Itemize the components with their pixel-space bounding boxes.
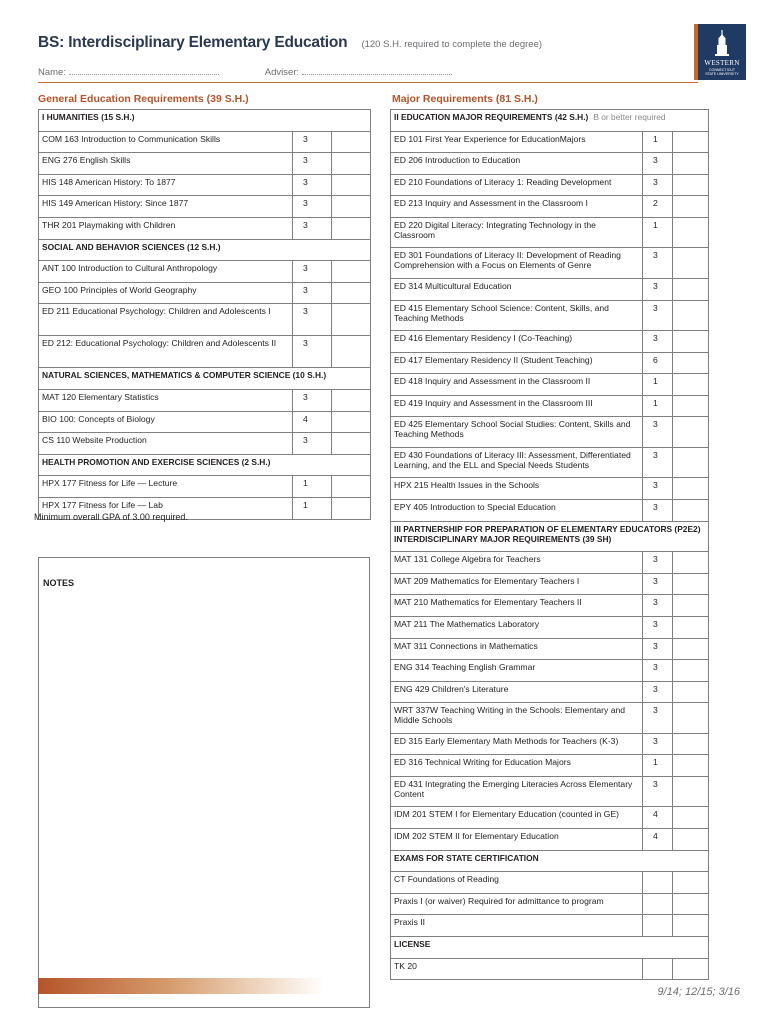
course-row [39, 411, 371, 433]
course-name: ED 101 First Year Experience for EducationMajors [391, 131, 643, 153]
course-name: ENG 314 Teaching English Grammar [391, 660, 643, 682]
grade-cell[interactable] [673, 153, 709, 175]
logo-wordmark: WESTERN [704, 59, 740, 67]
section-header [39, 454, 371, 476]
course-name: ED 418 Inquiry and Assessment in the Classroom II [391, 374, 643, 396]
grade-cell[interactable] [332, 433, 371, 455]
grade-cell[interactable] [332, 476, 371, 498]
credit-hours: 1 [643, 755, 673, 777]
grade-cell[interactable] [332, 174, 371, 196]
credit-hours: 3 [643, 552, 673, 574]
grade-cell[interactable] [332, 497, 371, 519]
course-row [39, 304, 371, 336]
credit-note: (120 S.H. required to complete the degree) [361, 39, 543, 50]
course-row [391, 958, 709, 980]
notes-box[interactable] [38, 557, 370, 1008]
credit-hours: 1 [643, 131, 673, 153]
course-row [39, 389, 371, 411]
course-row [39, 196, 371, 218]
course-name: ED 213 Inquiry and Assessment in the Classroom I [391, 196, 643, 218]
section-header-label: I HUMANITIES (15 S.H.) [39, 110, 371, 132]
course-row [391, 447, 709, 478]
name-label: Name: [38, 67, 66, 78]
course-name: ED 314 Multicultural Education [391, 278, 643, 300]
grade-cell[interactable] [673, 374, 709, 396]
grade-cell[interactable] [673, 915, 709, 937]
grade-cell[interactable] [673, 681, 709, 703]
course-name: HIS 149 American History: Since 1877 [39, 196, 293, 218]
course-row [391, 131, 709, 153]
grade-cell[interactable] [673, 755, 709, 777]
grade-cell[interactable] [673, 447, 709, 478]
grade-cell[interactable] [673, 217, 709, 248]
section-header-label: LICENSE [391, 937, 709, 959]
section-header-label: EXAMS FOR STATE CERTIFICATION [391, 850, 709, 872]
section-header-label: SOCIAL AND BEHAVIOR SCIENCES (12 S.H.) [39, 239, 371, 261]
section-header-label: HEALTH PROMOTION AND EXERCISE SCIENCES (2 S.H.) [39, 454, 371, 476]
course-row [391, 417, 709, 448]
credit-hours: 6 [643, 352, 673, 374]
section-header [391, 850, 709, 872]
credit-hours: 1 [643, 217, 673, 248]
grade-cell[interactable] [673, 174, 709, 196]
header-rule [38, 82, 698, 83]
credit-hours: 3 [643, 278, 673, 300]
course-row [391, 776, 709, 807]
course-name: Praxis I (or waiver) Required for admittance to program [391, 893, 643, 915]
course-name: MAT 211 The Mathematics Laboratory [391, 616, 643, 638]
grade-cell[interactable] [673, 500, 709, 522]
course-name: HIS 148 American History: To 1877 [39, 174, 293, 196]
name-field[interactable] [69, 66, 219, 75]
grade-cell[interactable] [673, 300, 709, 331]
grade-cell[interactable] [673, 352, 709, 374]
credit-hours: 3 [293, 131, 332, 153]
credit-hours: 4 [643, 807, 673, 829]
course-name: COM 163 Introduction to Communication Skills [39, 131, 293, 153]
course-name: EPY 405 Introduction to Special Education [391, 500, 643, 522]
course-row [391, 681, 709, 703]
grade-cell[interactable] [673, 331, 709, 353]
major-title: Major Requirements (81 S.H.) [392, 93, 538, 105]
credit-hours: 3 [643, 638, 673, 660]
credit-hours: 3 [293, 433, 332, 455]
credit-hours: 3 [643, 300, 673, 331]
section-header [39, 110, 371, 132]
revision-date: 9/14; 12/15; 3/16 [657, 986, 740, 998]
grade-cell[interactable] [673, 395, 709, 417]
credit-hours: 3 [643, 681, 673, 703]
course-row [391, 915, 709, 937]
course-name: ED 210 Foundations of Literacy 1: Reading Development [391, 174, 643, 196]
course-row [39, 336, 371, 368]
course-row [39, 217, 371, 239]
credit-hours: 3 [293, 304, 332, 336]
course-name: GEO 100 Principles of World Geography [39, 282, 293, 304]
grade-cell[interactable] [673, 958, 709, 980]
course-name: ED 419 Inquiry and Assessment in the Classroom III [391, 395, 643, 417]
grade-cell[interactable] [332, 411, 371, 433]
section-header-label: II EDUCATION MAJOR REQUIREMENTS (42 S.H.) B or better required [391, 110, 709, 132]
footer-bar [38, 978, 324, 994]
gpa-note: Minimum overall GPA of 3.00 required. [34, 512, 188, 522]
course-name: Praxis II [391, 915, 643, 937]
credit-hours: 3 [643, 616, 673, 638]
grade-cell[interactable] [673, 248, 709, 279]
adviser-field[interactable] [302, 66, 452, 75]
course-name: MAT 311 Connections in Mathematics [391, 638, 643, 660]
credit-hours [643, 893, 673, 915]
course-row [391, 595, 709, 617]
grade-cell[interactable] [332, 304, 371, 336]
course-name: ED 415 Elementary School Science: Content, Skills, and Teaching Methods [391, 300, 643, 331]
course-name: ED 416 Elementary Residency I (Co-Teaching) [391, 331, 643, 353]
course-name: MAT 210 Mathematics for Elementary Teachers II [391, 595, 643, 617]
course-row [391, 352, 709, 374]
course-row [391, 217, 709, 248]
grade-cell[interactable] [673, 552, 709, 574]
credit-hours: 3 [293, 261, 332, 283]
adviser-label: Adviser: [264, 67, 300, 78]
course-row [391, 395, 709, 417]
credit-hours: 2 [643, 196, 673, 218]
course-row [391, 660, 709, 682]
section-header [391, 110, 709, 132]
section-header [39, 239, 371, 261]
credit-hours [643, 872, 673, 894]
course-name: CS 110 Website Production [39, 433, 293, 455]
credit-hours: 3 [643, 595, 673, 617]
grade-cell[interactable] [673, 872, 709, 894]
grade-cell[interactable] [673, 417, 709, 448]
course-name: ED 425 Elementary School Social Studies: Content, Skills and Teaching Methods [391, 417, 643, 448]
course-name: MAT 120 Elementary Statistics [39, 389, 293, 411]
course-name: IDM 201 STEM I for Elementary Education (counted in GE) [391, 807, 643, 829]
credit-hours: 3 [643, 153, 673, 175]
tower-icon [714, 30, 730, 56]
name-adviser-line [38, 66, 452, 78]
credit-hours: 3 [643, 573, 673, 595]
credit-hours: 3 [643, 248, 673, 279]
credit-hours: 3 [643, 733, 673, 755]
grade-cell[interactable] [332, 389, 371, 411]
grade-cell[interactable] [673, 807, 709, 829]
course-name: ED 431 Integrating the Emerging Literacies Across Elementary Content [391, 776, 643, 807]
course-row [391, 300, 709, 331]
course-name: HPX 215 Health Issues in the Schools [391, 478, 643, 500]
credit-hours: 3 [293, 174, 332, 196]
course-name: ANT 100 Introduction to Cultural Anthropology [39, 261, 293, 283]
grade-cell[interactable] [332, 336, 371, 368]
course-row [391, 573, 709, 595]
grade-cell[interactable] [673, 733, 709, 755]
credit-hours: 4 [643, 829, 673, 851]
course-name: HPX 177 Fitness for Life — Lecture [39, 476, 293, 498]
course-row [39, 282, 371, 304]
credit-hours: 3 [293, 336, 332, 368]
grade-cell[interactable] [673, 660, 709, 682]
course-name: CT Foundations of Reading [391, 872, 643, 894]
credit-hours: 3 [643, 478, 673, 500]
course-row [391, 500, 709, 522]
course-row [391, 703, 709, 734]
credit-hours [643, 915, 673, 937]
course-name: ED 315 Early Elementary Math Methods for Teachers (K-3) [391, 733, 643, 755]
course-name: ED 211 Educational Psychology: Children and Adolescents I [39, 304, 293, 336]
course-name: IDM 202 STEM II for Elementary Education [391, 829, 643, 851]
section-header-label: NATURAL SCIENCES, MATHEMATICS & COMPUTER SCIENCE (10 S.H.) [39, 368, 371, 390]
course-row [39, 433, 371, 455]
section-header [39, 368, 371, 390]
logo-subtitle: CONNECTICUT STATE UNIVERSITY [705, 68, 739, 77]
course-row [391, 733, 709, 755]
grade-cell[interactable] [673, 638, 709, 660]
credit-hours: 3 [643, 776, 673, 807]
course-name: TK 20 [391, 958, 643, 980]
grade-cell[interactable] [673, 595, 709, 617]
course-row [391, 616, 709, 638]
credit-hours: 3 [643, 447, 673, 478]
credit-hours: 3 [293, 389, 332, 411]
course-row [39, 261, 371, 283]
grade-cell[interactable] [673, 703, 709, 734]
course-row [391, 829, 709, 851]
grade-cell[interactable] [332, 131, 371, 153]
course-row [391, 552, 709, 574]
course-row [391, 248, 709, 279]
course-row [391, 153, 709, 175]
grade-cell[interactable] [673, 478, 709, 500]
grade-cell[interactable] [332, 153, 371, 175]
credit-hours: 1 [293, 497, 332, 519]
grade-cell[interactable] [673, 573, 709, 595]
course-row [391, 638, 709, 660]
section-header [391, 521, 709, 552]
course-name: ENG 276 English Skills [39, 153, 293, 175]
grade-cell[interactable] [673, 278, 709, 300]
gen-ed-table [38, 109, 371, 520]
grade-cell[interactable] [332, 282, 371, 304]
course-row [39, 174, 371, 196]
course-row [391, 807, 709, 829]
course-row [391, 374, 709, 396]
course-row [39, 131, 371, 153]
course-row [391, 755, 709, 777]
grade-cell[interactable] [332, 261, 371, 283]
course-row [391, 196, 709, 218]
credit-hours: 3 [643, 703, 673, 734]
course-name: MAT 209 Mathematics for Elementary Teachers I [391, 573, 643, 595]
course-row [391, 872, 709, 894]
course-name: WRT 337W Teaching Writing in the Schools: Elementary and Middle Schools [391, 703, 643, 734]
university-logo [698, 24, 746, 80]
course-row [391, 174, 709, 196]
credit-hours: 1 [293, 476, 332, 498]
section-header-label: III PARTNERSHIP FOR PREPARATION OF ELEMENTARY EDUCATORS (P2E2) INTERDISCIPLINARY MAJOR REQUIREMENTS (39 SH) [391, 521, 709, 552]
course-row [391, 478, 709, 500]
credit-hours: 3 [293, 217, 332, 239]
course-name: ED 220 Digital Literacy: Integrating Technology in the Classroom [391, 217, 643, 248]
course-name: BIO 100: Concepts of Biology [39, 411, 293, 433]
grade-cell[interactable] [673, 196, 709, 218]
credit-hours: 1 [643, 374, 673, 396]
grade-cell[interactable] [673, 131, 709, 153]
course-name: MAT 131 College Algebra for Teachers [391, 552, 643, 574]
course-name: ED 212: Educational Psychology: Children and Adolescents II [39, 336, 293, 368]
course-name: ED 301 Foundations of Literacy II: Development of Reading Comprehension with a Focus on Elements of Genre [391, 248, 643, 279]
course-row [391, 278, 709, 300]
credit-hours [643, 958, 673, 980]
credit-hours: 3 [293, 153, 332, 175]
section-header [391, 937, 709, 959]
grade-cell[interactable] [673, 776, 709, 807]
course-name: ED 206 Introduction to Education [391, 153, 643, 175]
course-name: THR 201 Playmaking with Children [39, 217, 293, 239]
course-row [391, 893, 709, 915]
credit-hours: 3 [643, 660, 673, 682]
credit-hours: 3 [293, 282, 332, 304]
major-table [390, 109, 709, 980]
grade-cell[interactable] [673, 616, 709, 638]
credit-hours: 1 [643, 395, 673, 417]
grade-cell[interactable] [673, 893, 709, 915]
course-name: ENG 429 Children's Literature [391, 681, 643, 703]
course-row [39, 153, 371, 175]
course-name: HPX 177 Fitness for Life — Lab [39, 497, 293, 519]
course-name: ED 430 Foundations of Literacy III: Assessment, Differentiated Learning, and the ELL and Special Needs Students [391, 447, 643, 478]
grade-requirement-note: B or better required [593, 112, 666, 122]
grade-cell[interactable] [673, 829, 709, 851]
page-title: BS: Interdisciplinary Elementary Education (120 S.H. required to complete the degree) [38, 34, 543, 51]
course-row [39, 476, 371, 498]
course-name: ED 316 Technical Writing for Education Majors [391, 755, 643, 777]
credit-hours: 3 [643, 500, 673, 522]
course-row [391, 331, 709, 353]
credit-hours: 3 [643, 174, 673, 196]
course-name: ED 417 Elementary Residency II (Student Teaching) [391, 352, 643, 374]
credit-hours: 3 [643, 417, 673, 448]
gen-ed-title: General Education Requirements (39 S.H.) [38, 93, 249, 105]
notes-label: NOTES [43, 578, 75, 588]
grade-cell[interactable] [332, 196, 371, 218]
credit-hours: 3 [293, 196, 332, 218]
grade-cell[interactable] [332, 217, 371, 239]
credit-hours: 3 [643, 331, 673, 353]
credit-hours: 4 [293, 411, 332, 433]
